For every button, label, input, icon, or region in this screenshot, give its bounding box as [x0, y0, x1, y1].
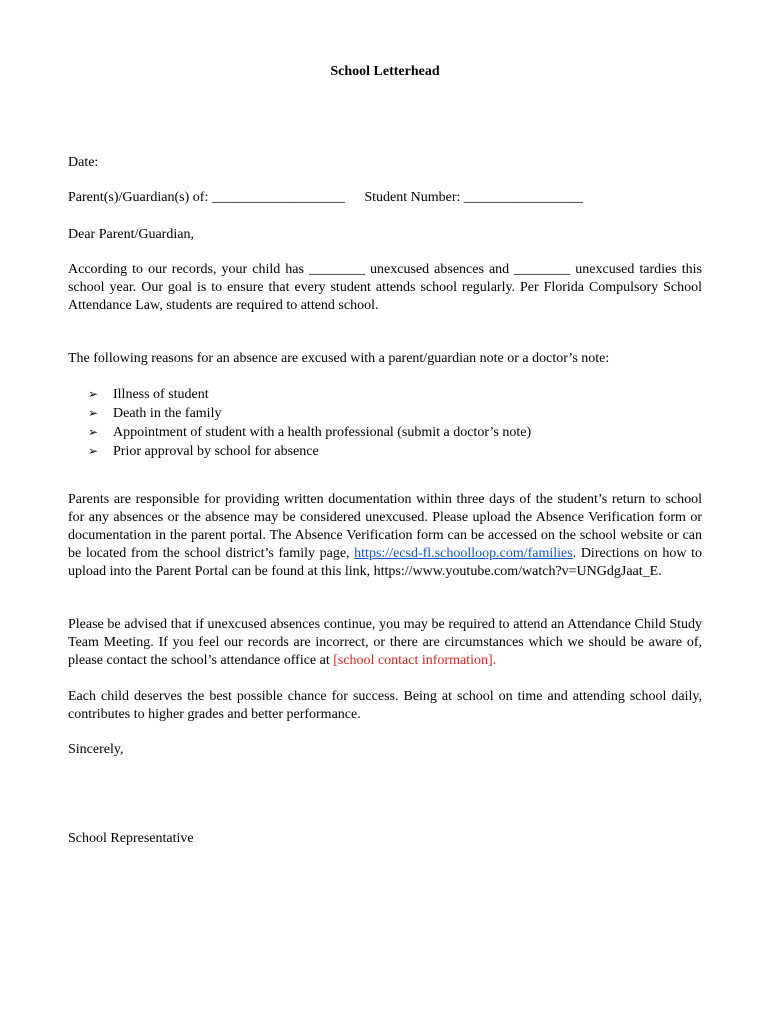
school-letterhead: School Letterhead — [330, 64, 440, 79]
documentation-paragraph — [68, 491, 702, 581]
records-text-3: unexcused tardies this school year. Our goal is to ensure that every student attends school regularly. Per Florida Compulsory School Attendance Law, students are required to attend school. — [68, 262, 703, 313]
student-number-blank: _________________ — [463, 190, 583, 205]
list-item: ➢ Illness of student — [88, 387, 209, 402]
date-label: Date: — [68, 155, 99, 170]
tardies-blank: ________ — [514, 262, 571, 277]
records-text-2: unexcused absences and — [370, 262, 510, 277]
arrow-bullet-icon: ➢ — [88, 387, 99, 401]
signature: School Representative — [68, 831, 194, 846]
documentation-text: Parents are responsible for providing written documentation within three days of the student’s return to school for any absences or the absence may be considered unexcused. Please upload the Absence Verification form or documentation in the parent portal. The Absence Verification form can be accessed on the school website or can be located from the school district’s family page, — [68, 492, 702, 561]
arrow-bullet-icon: ➢ — [88, 406, 99, 420]
list-item: ➢ Prior approval by school for absence — [88, 444, 319, 459]
guardian-label: Parent(s)/Guardian(s) of: — [68, 190, 209, 205]
list-item: ➢ Death in the family — [88, 406, 222, 421]
arrow-bullet-icon: ➢ — [88, 444, 99, 458]
absences-blank: ________ — [308, 262, 365, 277]
list-item: ➢ Appointment of student with a health professional (submit a doctor’s note) — [88, 425, 532, 440]
arrow-bullet-icon: ➢ — [88, 425, 99, 439]
excused-reasons-list — [88, 385, 531, 461]
salutation: Dear Parent/Guardian, — [68, 227, 194, 242]
excused-intro: The following reasons for an absence are excused with a parent/guardian note or a doctor’s note: — [68, 351, 610, 366]
records-text-1: According to our records, your child has — [68, 262, 304, 277]
warning-text: Please be advised that if unexcused absences continue, you may be required to attend an Attendance Child Study Team Meeting. If you feel our records are incorrect, or there are circumstances which we should be aware of, please contact the school’s attendance office at — [68, 617, 702, 668]
guardian-line — [68, 189, 702, 207]
closing: Sincerely, — [68, 742, 124, 757]
families-page-link[interactable]: https://ecsd-fl.schoolloop.com/families — [354, 546, 573, 561]
guardian-blank: ___________________ — [211, 190, 345, 205]
student-number-label: Student Number: — [364, 190, 461, 205]
attendance-warning-paragraph — [68, 616, 702, 670]
directions-text: . Directions on how to upload into the Parent Portal can be found at this link, https://www.youtube.com/watch?v=UNGdgJaat_E. — [68, 546, 702, 579]
success-paragraph: Each child deserves the best possible chance for success. Being at school on time and attending school daily, contributes to higher grades and better performance. — [68, 689, 702, 722]
school-contact-placeholder: [school contact information]. — [333, 653, 497, 668]
records-paragraph — [68, 261, 702, 315]
